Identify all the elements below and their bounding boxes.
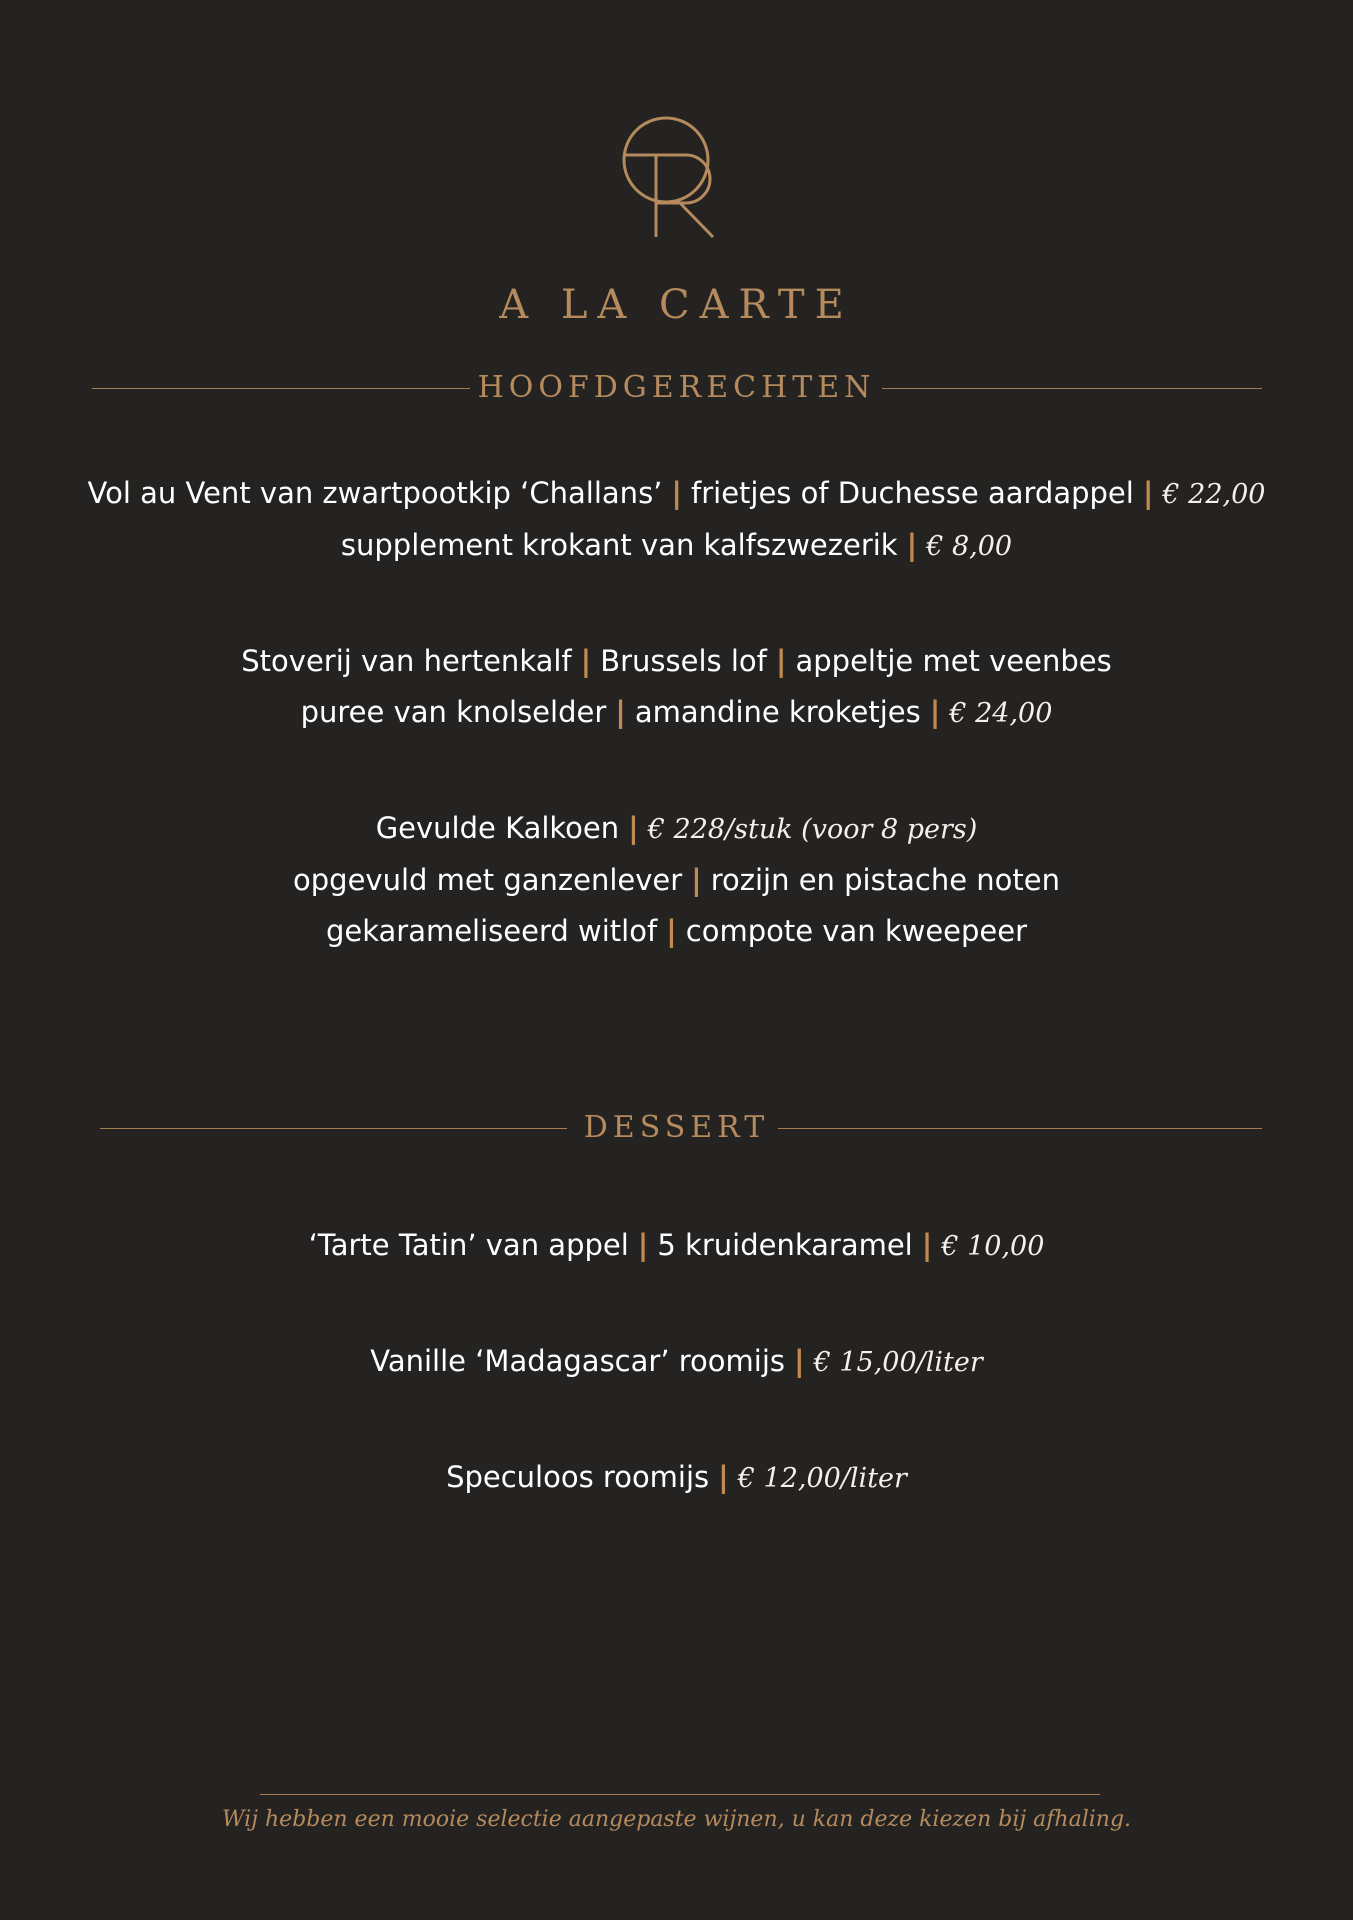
dish-text: gekarameliseerd witlof xyxy=(325,914,658,948)
section-label: DESSERT xyxy=(583,1110,770,1145)
separator: | xyxy=(580,644,592,678)
menu-item-line xyxy=(0,1220,1353,1272)
separator: | xyxy=(906,528,918,562)
menu-item-vol-au-vent xyxy=(0,468,1353,572)
separator: | xyxy=(775,644,787,678)
menu-item-tarte-tatin xyxy=(0,1220,1353,1272)
tr-monogram-logo xyxy=(620,115,720,240)
menu-item-line xyxy=(0,1452,1353,1504)
dish-text: puree van knolselder xyxy=(300,695,607,729)
dish-text: Vol au Vent van zwartpootkip ‘Challans’ xyxy=(87,476,663,510)
dish-text: supplement krokant van kalfszwezerik xyxy=(340,528,898,562)
price: € 15,00/liter xyxy=(813,1347,983,1378)
menu-item-line xyxy=(0,468,1353,520)
menu-item-gevulde-kalkoen xyxy=(0,803,1353,957)
separator: | xyxy=(1142,476,1154,510)
separator: | xyxy=(666,914,677,948)
separator: | xyxy=(794,1344,805,1378)
separator: | xyxy=(637,1228,649,1262)
menu-item-speculoos-roomijs xyxy=(0,1452,1353,1504)
dish-text: amandine kroketjes xyxy=(634,695,921,729)
dish-text: Brussels lof xyxy=(600,644,767,678)
menu-item-line xyxy=(0,520,1353,572)
footer-divider xyxy=(260,1794,1100,1795)
dish-text: 5 kruidenkaramel xyxy=(657,1228,913,1262)
price: € 10,00 xyxy=(941,1231,1045,1262)
menu-item-stoverij xyxy=(0,636,1353,739)
dish-text: opgevuld met ganzenlever xyxy=(293,863,683,897)
menu-item-line xyxy=(0,906,1353,957)
dish-text: compote van kweepeer xyxy=(685,914,1028,948)
price: € 8,00 xyxy=(926,531,1013,562)
page-title: A LA CARTE xyxy=(499,282,854,328)
price: € 24,00 xyxy=(949,698,1053,729)
price: € 22,00 xyxy=(1162,479,1266,510)
menu-item-line xyxy=(0,687,1353,739)
dish-text: ‘Tarte Tatin’ van appel xyxy=(308,1228,629,1262)
dish-text: Stoverij van hertenkalf xyxy=(241,644,572,678)
dish-text: Speculoos roomijs xyxy=(446,1460,710,1494)
separator: | xyxy=(671,476,682,510)
separator: | xyxy=(691,863,702,897)
separator: | xyxy=(921,1228,933,1262)
footer-note: Wij hebben een mooie selectie aangepaste wijnen, u kan deze kiezen bij afhaling. xyxy=(221,1807,1132,1832)
section-label: HOOFDGERECHTEN xyxy=(477,370,876,405)
dish-text: frietjes of Duchesse aardappel xyxy=(691,476,1134,510)
menu-item-line xyxy=(0,855,1353,906)
separator: | xyxy=(929,695,941,729)
separator: | xyxy=(615,695,626,729)
dish-text: rozijn en pistache noten xyxy=(710,863,1060,897)
menu-item-line xyxy=(0,1336,1353,1388)
dish-text: Vanille ‘Madagascar’ roomijs xyxy=(370,1344,785,1378)
menu-item-line xyxy=(0,636,1353,687)
separator: | xyxy=(718,1460,729,1494)
menu-item-vanille-roomijs xyxy=(0,1336,1353,1388)
dish-text: appeltje met veenbes xyxy=(795,644,1112,678)
menu-item-line xyxy=(0,803,1353,855)
section-header-dessert xyxy=(0,1108,1353,1148)
price: € 228/stuk (voor 8 pers) xyxy=(647,814,978,845)
separator: | xyxy=(628,811,639,845)
section-header-hoofdgerechten xyxy=(0,368,1353,408)
price: € 12,00/liter xyxy=(737,1463,907,1494)
dish-text: Gevulde Kalkoen xyxy=(375,811,620,845)
